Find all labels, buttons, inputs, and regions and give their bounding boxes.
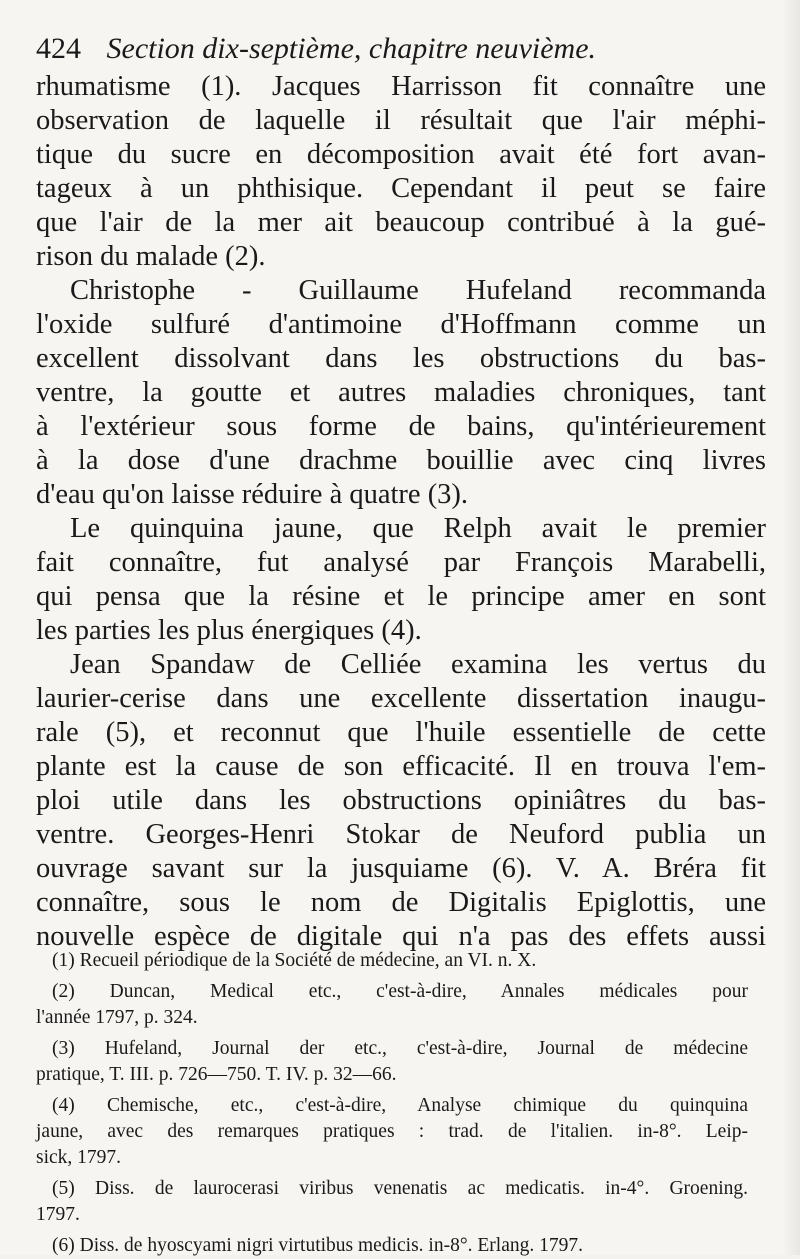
footnote-line: l'année 1797, p. 324. — [36, 1007, 198, 1028]
text-line: ploi utile dans les obstructions opiniâtres du bas- — [36, 785, 766, 816]
footnote — [36, 948, 748, 974]
text-line: d'eau qu'on laisse réduire à quatre (3). — [36, 479, 469, 510]
text-line: qui pensa que la résine et le principe amer en sont — [36, 581, 766, 612]
page-header — [36, 28, 776, 70]
text-line: tageux à un phthisique. Cependant il peut se faire — [36, 173, 766, 204]
body-text — [36, 70, 766, 954]
footnote-line: sick, 1797. — [36, 1147, 122, 1168]
text-line: ouvrage savant sur la jusquiame (6). V. A. Bréra fit — [36, 853, 766, 884]
footnote-line: (6) Diss. de hyoscyami nigri virtutibus medicis. in-8°. Erlang. 1797. — [52, 1235, 583, 1256]
page-edge-shadow — [782, 0, 800, 1255]
text-line: nouvelle espèce de digitale qui n'a pas des effets aussi — [36, 921, 766, 952]
text-line: l'oxide sulfuré d'antimoine d'Hoffmann comme un — [36, 309, 766, 340]
text-line: rhumatisme (1). Jacques Harrisson fit connaître une — [36, 71, 766, 102]
text-line: plante est la cause de son efficacité. Il en trouva l'em- — [36, 751, 766, 782]
footnote — [36, 1093, 748, 1171]
text-line: à la dose d'une drachme bouillie avec cinq livres — [36, 445, 766, 476]
footnote-line: (5) Diss. de laurocerasi viribus venenatis ac medicatis. in-4°. Groening. — [52, 1178, 748, 1199]
text-line: Le quinquina jaune, que Relph avait le premier — [70, 513, 766, 544]
footnote-line: (1) Recueil périodique de la Société de médecine, an VI. n. X. — [52, 950, 537, 971]
text-line: Christophe - Guillaume Hufeland recommanda — [70, 275, 766, 306]
text-line: observation de laquelle il résultait que l'air méphi- — [36, 105, 766, 136]
text-line: rale (5), et reconnut que l'huile essentielle de cette — [36, 717, 766, 748]
footnote-line: 1797. — [36, 1204, 80, 1225]
text-line: excellent dissolvant dans les obstructions du bas- — [36, 343, 766, 374]
text-line: que l'air de la mer ait beaucoup contribué à la gué- — [36, 207, 766, 238]
text-line: Jean Spandaw de Celliée examina les vertus du — [70, 649, 766, 680]
footnote-line: (4) Chemische, etc., c'est-à-dire, Analyse chimique du quinquina — [52, 1095, 748, 1116]
text-line: les parties les plus énergiques (4). — [36, 615, 422, 646]
footnote-line: (3) Hufeland, Journal der etc., c'est-à-dire, Journal de médecine — [52, 1038, 748, 1059]
footnotes — [36, 948, 748, 1259]
text-line: rison du malade (2). — [36, 241, 266, 272]
text-line: laurier-cerise dans une excellente dissertation inaugu- — [36, 683, 766, 714]
footnote — [36, 1036, 748, 1088]
text-line: ventre, la goutte et autres maladies chroniques, tant — [36, 377, 766, 408]
footnote — [36, 1233, 748, 1259]
footnote-line: (2) Duncan, Medical etc., c'est-à-dire, Annales médicales pour — [52, 981, 748, 1002]
running-head: Section dix-septième, chapitre neuvième. — [106, 32, 597, 65]
footnote — [36, 1176, 748, 1228]
text-line: tique du sucre en décomposition avait été fort avan- — [36, 139, 766, 170]
footnote — [36, 979, 748, 1031]
page-number: 424 — [36, 32, 81, 65]
text-line: fait connaître, fut analysé par François Marabelli, — [36, 547, 766, 578]
footnote-line: pratique, T. III. p. 726—750. T. IV. p. 32—66. — [36, 1064, 397, 1085]
text-line: connaître, sous le nom de Digitalis Epiglottis, une — [36, 887, 766, 918]
text-line: ventre. Georges-Henri Stokar de Neuford publia un — [36, 819, 766, 850]
footnote-line: jaune, avec des remarques pratiques : trad. de l'italien. in-8°. Leip- — [36, 1121, 748, 1142]
text-line: à l'extérieur sous forme de bains, qu'intérieurement — [36, 411, 766, 442]
